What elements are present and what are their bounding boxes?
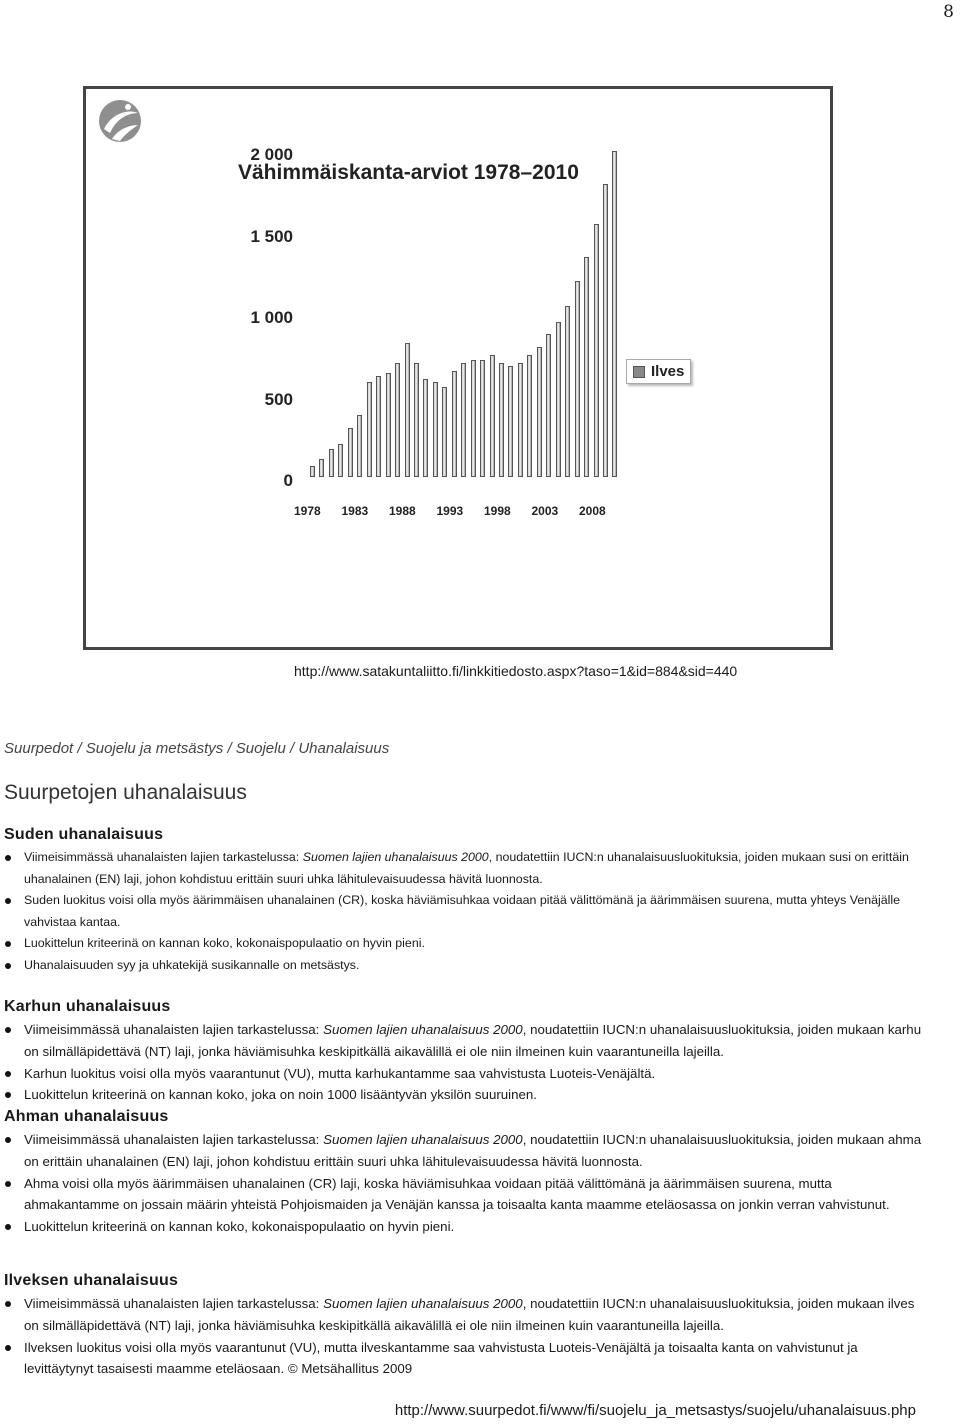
- bar: [527, 355, 532, 477]
- source-link-satakuntaliitto[interactable]: http://www.satakuntaliitto.fi/linkkitiedosto.aspx?taso=1&id=884&sid=440: [294, 663, 738, 679]
- section-heading: Ahman uhanalaisuus: [4, 1108, 169, 1125]
- x-tick-label: 1998: [484, 504, 511, 518]
- bar: [565, 306, 570, 477]
- section-ilves: [4, 1272, 924, 1380]
- bar: [612, 151, 617, 477]
- bar: [518, 363, 523, 477]
- chart-legend: [626, 359, 691, 384]
- section-list: [4, 1019, 924, 1106]
- x-tick-label: 1988: [389, 504, 416, 518]
- legend-label: Ilves: [651, 363, 685, 380]
- bar: [433, 382, 438, 477]
- section-susi: [4, 826, 924, 976]
- list-item-text: , noudatettiin IUCN:n uhanalaisuusluokituksia, joiden mukaan ahma on erittäin uhanalainen (EN) laji, johon kohdistuu erittäin suuri uhka lähitulevaisuudessa hävitä luonnosta.: [24, 1132, 922, 1169]
- list-item-text: Luokittelun kriteerinä on kannan koko, kokonaispopulaatio on hyvin pieni.: [24, 936, 425, 950]
- list-item: [4, 847, 924, 890]
- list-item-text: Viimeisimmässä uhanalaisten lajien tarkastelussa:: [24, 1296, 324, 1311]
- x-tick-label: 2008: [579, 504, 606, 518]
- bar-plot-area: [306, 151, 606, 477]
- bar: [442, 387, 447, 477]
- source-link-suurpedot[interactable]: http://www.suurpedot.fi/www/fi/suojelu_ja_metsastys/suojelu/uhanalaisuus.php: [394, 1402, 916, 1419]
- bar: [452, 371, 457, 477]
- list-item-text: Luokittelun kriteerinä on kannan koko, kokonaispopulaatio on hyvin pieni.: [24, 1219, 455, 1235]
- section-heading: Ilveksen uhanalaisuus: [4, 1272, 179, 1289]
- list-item-text: Viimeisimmässä uhanalaisten lajien tarkastelussa:: [24, 1022, 324, 1037]
- section-karhu: [4, 998, 924, 1106]
- x-tick-label: 1978: [294, 504, 321, 518]
- bar: [310, 466, 315, 477]
- section-heading: Suden uhanalaisuus: [4, 826, 164, 843]
- bar: [499, 363, 504, 477]
- x-tick-label: 2003: [531, 504, 559, 518]
- list-item: [4, 1129, 924, 1173]
- bar: [319, 459, 324, 477]
- list-item-text: Ahma voisi olla myös äärimmäisen uhanalainen (CR) laji, koska häviämisuhkaa voidaan pitää välittömänä ja äärimmäisen suurena, mutta ahmakantamme on jossain määrin yhteistä Pohjoismaiden ja Venäjän kanssa ja toisaalta kanta maamme eteläosassa on jonkin verran vahvistunut.: [24, 1175, 890, 1213]
- bar: [338, 444, 343, 477]
- bar: [546, 334, 551, 477]
- list-item: [4, 1084, 924, 1106]
- bar: [348, 428, 353, 477]
- x-tick-label: 1983: [341, 504, 369, 518]
- list-item-text: , noudatettiin IUCN:n uhanalaisuusluokituksia, joiden mukaan susi on erittäin uhanalainen (EN) laji, johon kohdistuu erittäin suuri uhka lähitulevaisuudessa hävitä luonnosta.: [24, 850, 909, 886]
- list-item: [4, 1019, 924, 1063]
- y-tick-label: 500: [264, 389, 293, 409]
- section-list: [4, 847, 924, 976]
- bar: [395, 363, 400, 477]
- list-item: [4, 955, 924, 977]
- list-item-text: , noudatettiin IUCN:n uhanalaisuusluokituksia, joiden mukaan karhu on silmälläpidettävä (NT) laji, jonka häviämisuhka keskipitkällä aikavälillä ei ole niin ilmeinen kuin vaarantuneilla lajeilla.: [24, 1022, 922, 1059]
- list-item-text: Ilveksen luokitus voisi olla myös vaarantunut (VU), mutta ilveskantamme saa vahvistusta Luoteis-Venäjältä ja toisaalta kanta on vahvistunut ja levittäytynyt tasaisesti maamme eteläosaan. © Metsähallitus 2009: [24, 1339, 858, 1377]
- y-tick-label: 1 000: [250, 308, 293, 327]
- bar: [471, 360, 476, 477]
- bar: [594, 224, 599, 477]
- chart-slide: [83, 86, 833, 650]
- section-list: [4, 1293, 924, 1380]
- publication-title: Suomen lajien uhanalaisuus 2000: [323, 1132, 523, 1147]
- list-item: [4, 1173, 924, 1217]
- page-title: Suurpetojen uhanalaisuus: [4, 781, 247, 804]
- publication-title: Suomen lajien uhanalaisuus 2000: [323, 1022, 523, 1037]
- bar: [575, 281, 580, 477]
- bar: [603, 184, 608, 477]
- publication-title: Suomen lajien uhanalaisuus 2000: [323, 1296, 523, 1311]
- list-item-text: Suden luokitus voisi olla myös äärimmäisen uhanalainen (CR), koska häviämisuhkaa voidaan pitää välittömänä ja äärimmäisen suurena, mutta yhteys Venäjälle vahvistaa kantaa.: [24, 893, 901, 929]
- bar: [367, 382, 372, 477]
- bar: [461, 363, 466, 477]
- bar: [423, 379, 428, 477]
- legend-swatch: [633, 366, 645, 378]
- list-item: [4, 1293, 924, 1337]
- x-tick-label: 1993: [436, 504, 464, 518]
- list-item-text: Viimeisimmässä uhanalaisten lajien tarkastelussa:: [24, 1132, 324, 1147]
- page-number: 8: [943, 2, 954, 22]
- breadcrumb: Suurpedot / Suojelu ja metsästys / Suojelu / Uhanalaisuus: [4, 740, 390, 757]
- list-item-text: Uhanalaisuuden syy ja uhkatekijä susikannalle on metsästys.: [24, 957, 360, 972]
- section-ahma: [4, 1108, 924, 1238]
- bar: [357, 415, 362, 477]
- list-item-text: , noudatettiin IUCN:n uhanalaisuusluokituksia, joiden mukaan ilves on silmälläpidettävä (NT) laji, jonka häviämisuhka keskipitkällä aikavälillä ei ole niin ilmeinen kuin vaarantuneilla lajeilla.: [24, 1296, 915, 1333]
- bar: [556, 322, 561, 477]
- list-item-text: Karhun luokitus voisi olla myös vaarantunut (VU), mutta karhukantamme saa vahvistusta Luoteis-Venäjältä.: [24, 1065, 656, 1081]
- y-tick-label: 2 000: [250, 145, 293, 164]
- bar: [405, 343, 410, 477]
- list-item: [4, 1216, 924, 1238]
- bar: [386, 373, 391, 477]
- bar: [508, 366, 513, 477]
- y-tick-label: 0: [283, 471, 293, 490]
- list-item-text: Viimeisimmässä uhanalaisten lajien tarkastelussa:: [24, 850, 303, 864]
- list-item: [4, 1337, 924, 1381]
- list-item-text: Luokittelun kriteerinä on kannan koko, joka on noin 1000 lisääntyvän yksilön suuruinen.: [24, 1087, 538, 1103]
- y-tick-label: 1 500: [250, 226, 293, 246]
- bar: [414, 363, 419, 477]
- publication-title: Suomen lajien uhanalaisuus 2000: [302, 850, 489, 864]
- section-list: [4, 1129, 924, 1238]
- list-item: [4, 1063, 924, 1085]
- circle-swirl-logo-icon: [98, 99, 142, 143]
- bar: [537, 347, 542, 477]
- list-item: [4, 933, 924, 955]
- bar: [490, 355, 495, 477]
- bar: [584, 257, 589, 477]
- bar: [329, 449, 334, 477]
- bar: [480, 360, 485, 477]
- slide-title: Vähimmäiskanta-arviot 1978–2010: [238, 161, 579, 184]
- section-heading: Karhun uhanalaisuus: [4, 998, 171, 1015]
- list-item: [4, 890, 924, 933]
- bar: [376, 376, 381, 477]
